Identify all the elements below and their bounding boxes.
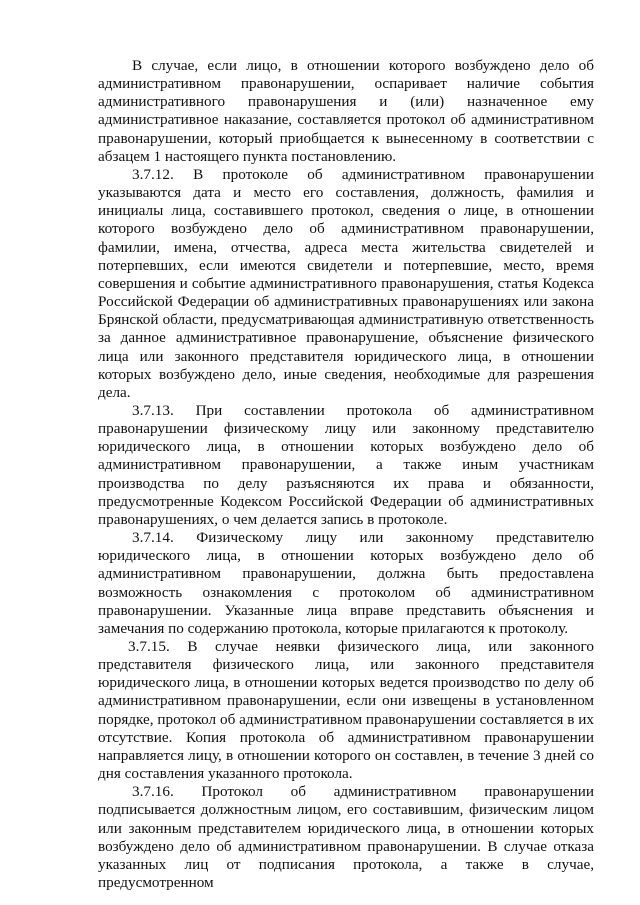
paragraph-3-7-16: 3.7.16. Протокол об административном правонарушении подписывается должностным лицом, его составившим, физическим лицом или законным представителем юридического лица, в отношении которых возбуждено дело об административном правонарушении. В случае отказа указанных лиц от подписания протокола, а также в случае, предусмотренном (98, 783, 594, 892)
paragraph-3-7-13: 3.7.13. При составлении протокола об административном правонарушении физическому лицу или законному представителю юридического лица, в отношении которых возбуждено дело об административном правонарушении, а также иным участникам производства по делу разъясняются их права и обязанности, предусмотренные Кодексом Российской Федерации об административных правонарушениях, о чем делается запись в протоколе. (98, 401, 594, 528)
paragraph-3-7-12: 3.7.12. В протоколе об административном правонарушении указываются дата и место его составления, должность, фамилия и инициалы лица, составившего протокол, сведения о лице, в отношении которого возбуждено дело об административном правонарушении, фамилии, имена, отчества, адреса места жительства свидетелей и потерпевших, если имеются свидетели и потерпевшие, место, время совершения и событие административного правонарушения, статья Кодекса Российской Федерации об административных правонарушениях или закона Брянской области, предусматривающая административную ответственность за данное административное правонарушение, объяснение физического лица или законного представителя юридического лица, в отношении которых возбуждено дело, иные сведения, необходимые для разрешения дела. (98, 165, 594, 401)
paragraph-3-7-14: 3.7.14. Физическому лицу или законному представителю юридического лица, в отношении которых возбуждено дело об административном правонарушении, должна быть предоставлена возможность ознакомления с протоколом об административном правонарушении. Указанные лица вправе представить объяснения и замечания по содержанию протокола, которые прилагаются к протоколу. (98, 529, 594, 637)
paragraph-intro: В случае, если лицо, в отношении которого возбуждено дело об административном правонарушении, оспаривает наличие события административного правонарушения и (или) назначенное ему административное наказание, составляется протокол об административном правонарушении, который приобщается к вынесенному в соответствии с абзацем 1 настоящего пункта постановлению. (98, 57, 594, 165)
document-body (98, 57, 594, 892)
paragraph-3-7-15: 3.7.15. В случае неявки физического лица, или законного представителя физического лица, или законного представителя юридического лица, в отношении которых ведется производство по делу об административном правонарушении, если они извещены в установленном порядке, протокол об административном правонарушении составляется в их отсутствие. Копия протокола об административном правонарушении направляется лицу, в отношении которого он составлен, в течение 3 дней со дня составления указанного протокола. (98, 638, 594, 783)
